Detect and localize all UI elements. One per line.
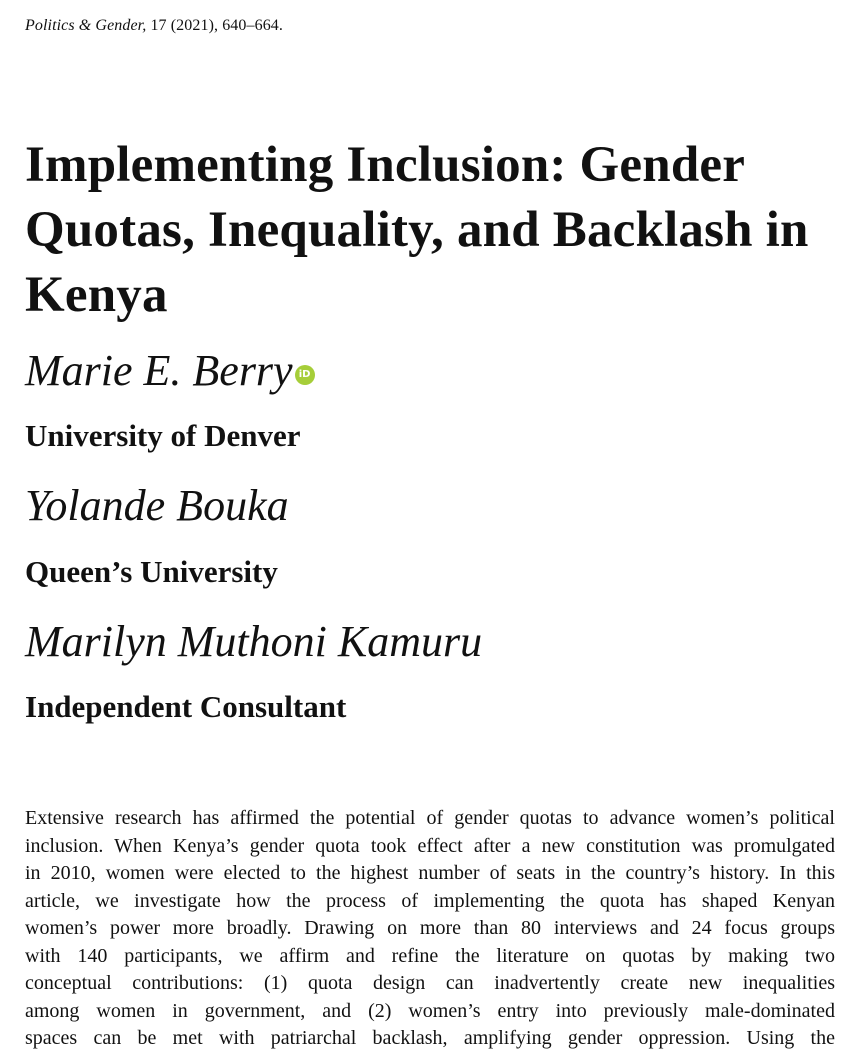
abstract-line: in 2010, women were elected to the highest number of seats in the country’s history. In this: [25, 862, 835, 884]
author-2: Yolande Bouka: [25, 481, 289, 530]
journal-name: Politics & Gender,: [25, 17, 147, 34]
abstract-line: spaces can be met with patriarchal backlash, amplifying gender oppression. Using the: [25, 1027, 835, 1049]
author-1: [25, 346, 315, 396]
abstract-line: with 140 participants, we affirm and refine the literature on quotas by making two: [25, 944, 835, 967]
abstract-line: Extensive research has affirmed the potential of gender quotas to advance women’s political: [25, 807, 835, 829]
title-line: Implementing Inclusion: Gender: [25, 137, 746, 193]
abstract: [25, 805, 835, 1053]
orcid-icon[interactable]: iD: [295, 365, 315, 385]
article-title: [25, 133, 845, 328]
author-2-affiliation: Queen’s University: [25, 554, 278, 589]
abstract-line: inclusion. When Kenya’s gender quota took effect after a new constitution was promulgated: [25, 834, 835, 857]
author-1-affiliation: University of Denver: [25, 418, 301, 453]
abstract-line: conceptual contributions: (1) quota design can inadvertently create new inequalities: [25, 972, 835, 994]
citation-details: 17 (2021), 640–664.: [146, 17, 283, 34]
abstract-line: among women in government, and (2) women’s entry into previously male-dominated: [25, 999, 835, 1022]
title-line: Kenya: [25, 267, 168, 323]
author-3-affiliation: Independent Consultant: [25, 689, 347, 724]
journal-citation: [25, 17, 283, 35]
title-line: Quotas, Inequality, and Backlash in: [25, 202, 809, 258]
abstract-line: article, we investigate how the process of implementing the quota has shaped Kenyan: [25, 889, 835, 912]
author-name: Marie E. Berry: [25, 346, 293, 395]
abstract-line: women’s power more broadly. Drawing on more than 80 interviews and 24 focus groups: [25, 917, 835, 939]
author-3: Marilyn Muthoni Kamuru: [25, 617, 483, 666]
